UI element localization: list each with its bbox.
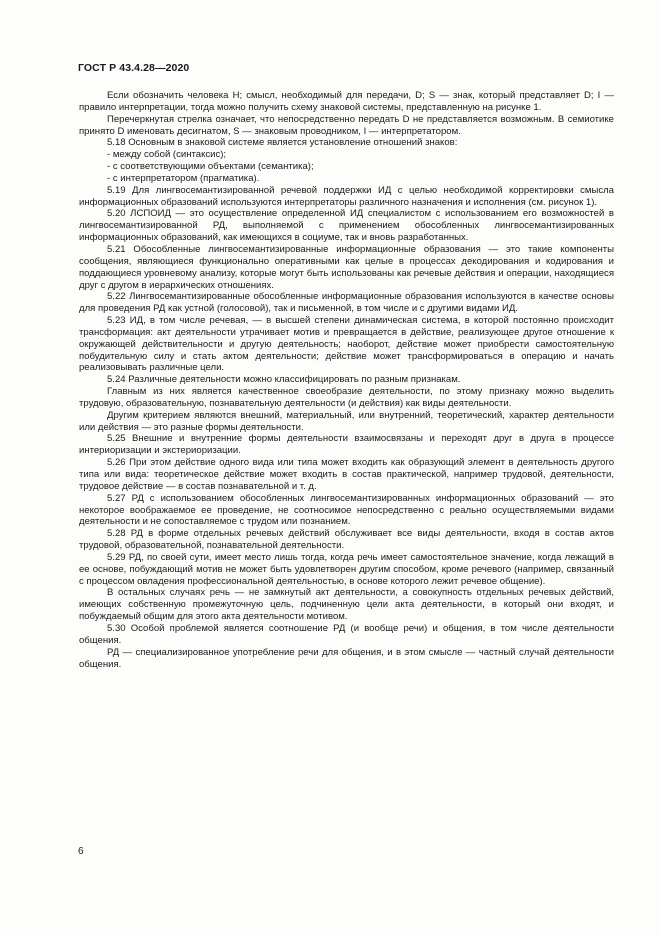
paragraph: В остальных случаях речь — не замкнутый акт деятельности, а совокупность отдельных речевых действий, имеющих собственную промежуточную цель, подчиненную цели акта деятельности, в который они входят, и побуждаемый общим для этого акта деятельности мотивом. bbox=[79, 587, 614, 623]
paragraph: 5.29 РД, по своей сути, имеет место лишь тогда, когда речь имеет самостоятельное значение, когда лежащий в ее основе, побуждающий мотив не может быть удовлетворен другим способом, кроме речевого (например, связанный с процессом овладения профессиональной деятельностью, в основе которого лежит речевое общение). bbox=[79, 551, 614, 587]
paragraph: 5.20 ЛСПОИД — это осуществление определенной ИД специалистом с использованием его возможностей в лингвосемантизированной РД, выполняемой с применением обособленных лингвосемантизированных информационных образований, как имеющихся в социуме, так и вновь разработанных. bbox=[79, 208, 614, 244]
paragraph: 5.28 РД в форме отдельных речевых действий обслуживает все виды деятельности, входя в состав актов трудовой, образовательной, познавательной деятельности. bbox=[79, 528, 614, 552]
paragraph: 5.19 Для лингвосемантизированной речевой поддержки ИД с целью необходимой корректировки смысла информационных образований используются интерпретаторы различного назначения и исполнения (см. рисунок 1). bbox=[79, 184, 614, 208]
paragraph: 5.26 При этом действие одного вида или типа может входить как образующий элемент в деятельность другого типа или вида: теоретическое действие может входить в состав практической, например трудовой, деятельности, трудовое действие — в состав познавательной и т. д. bbox=[79, 457, 614, 492]
paragraph: 5.21 Обособленные лингвосемантизированные информационные образования — это такие компоненты сообщения, являющиеся функционально оперативными как целые в процессах декодирования и кодирования и поддающиеся уровневому анализу, которые могут быть использованы как речевые действия и операции, находящиеся друг с другом в иерархических отношениях. bbox=[79, 243, 614, 291]
paragraph: РД — специализированное употребление речи для общения, и в этом смысле — частный случай деятельности общения. bbox=[79, 646, 614, 670]
paragraph: 5.22 Лингвосемантизированные обособленные информационные образования используются в качестве основы для проведения РД как устной (голосовой), так и письменной, в том числе и с другими видами ИД. bbox=[79, 291, 614, 315]
paragraph: 5.24 Различные деятельности можно классифицировать по разным признакам. bbox=[107, 374, 461, 386]
page-number: 6 bbox=[78, 846, 84, 857]
list-item: - с интерпретатором (прагматика). bbox=[107, 172, 260, 184]
document-header: ГОСТ Р 43.4.28—2020 bbox=[78, 62, 190, 74]
paragraph: Другим критерием являются внешний, материальный, или внутренний, теоретический, характер деятельности или действия — это разные формы деятельности. bbox=[79, 409, 614, 433]
paragraph: Если обозначить человека H; смысл, необходимый для передачи, D; S — знак, который представляет D; I — правило интерпретации, тогда можно получить схему знаковой системы, представленную на рисунке 1. bbox=[79, 90, 614, 113]
paragraph: 5.18 Основным в знаковой системе является установление отношений знаков: bbox=[107, 137, 458, 149]
paragraph: Перечеркнутая стрелка означает, что непосредственно передать D не представляется возможным. В семиотике принято D именовать десигнатом, S — знаковым проводником, I — интерпретатором. bbox=[79, 113, 614, 137]
paragraph: 5.25 Внешние и внутренние формы деятельности взаимосвязаны и переходят друг в друга в процессе интериоризации и экстериоризации. bbox=[79, 433, 614, 457]
paragraph: 5.30 Особой проблемой является соотношение РД (и вообще речи) и общения, в том числе деятельности общения. bbox=[79, 622, 614, 646]
list-item: - между собой (синтаксис); bbox=[107, 149, 227, 161]
paragraph: 5.27 РД с использованием обособленных лингвосемантизированных информационных образований — это некоторое воображаемое ее проведение, не соотносимое непосредственно с реально осуществляемыми видами деятельности и не сопоставляемое с трудом или познанием. bbox=[79, 492, 614, 528]
paragraph: Главным из них является качественное своеобразие деятельности, по этому признаку можно выделить трудовую, образовательную, познавательную деятельности (и действия) как виды деятельности. bbox=[79, 386, 614, 409]
list-item: - с соответствующими объектами (семантика); bbox=[107, 161, 314, 173]
document-body bbox=[79, 90, 614, 670]
paragraph: 5.23 ИД, в том числе речевая, — в высшей степени динамическая система, в которой постоянно происходит трансформация: акт деятельности утрачивает мотив и превращается в действие, реализующее другое отношение к окружающей действительности и другую деятельность; наоборот, действие может приобрести самостоятельную побудительную силу и стать актом деятельности; действие может трансформироваться в операцию и начать реализовывать различные цели. bbox=[79, 315, 614, 374]
